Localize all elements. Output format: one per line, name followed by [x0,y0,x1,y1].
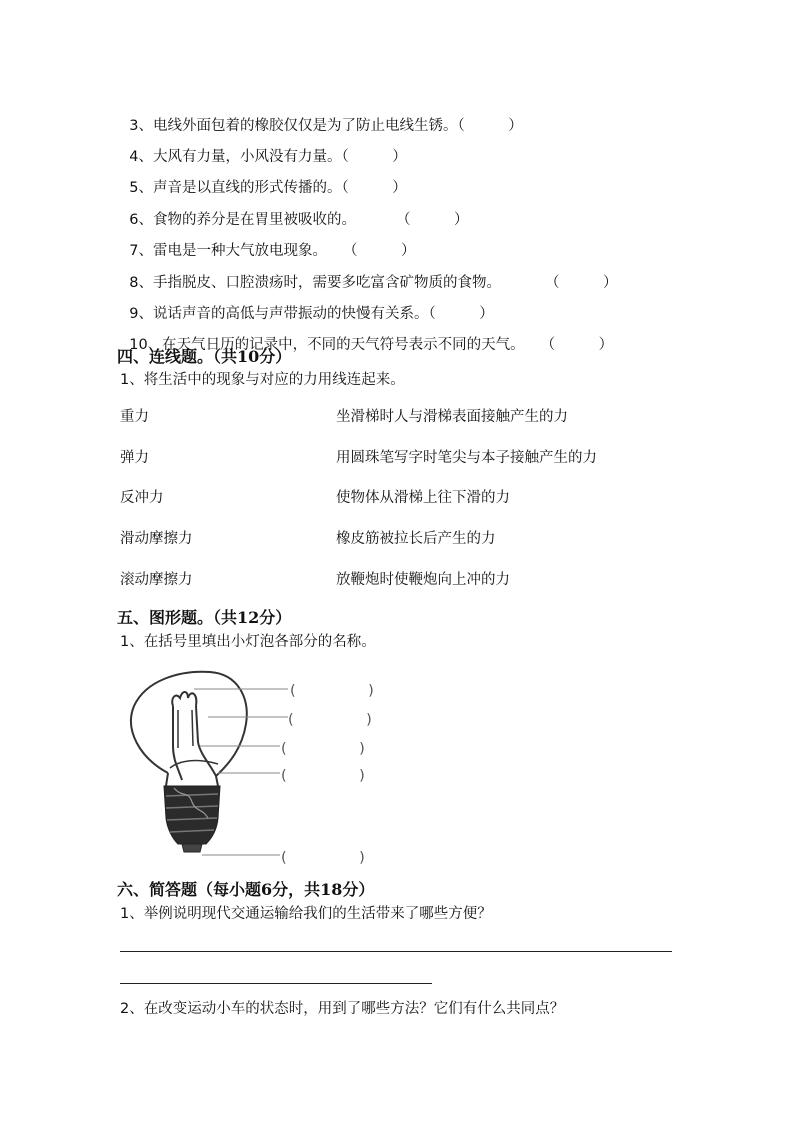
label-blank-4[interactable]: ( ) [281,768,365,784]
answer-blank[interactable]: （ ） [428,306,494,322]
section-6-title: 六、简答题（每小题6分，共18分） [117,880,375,899]
judgement-text: 4、大风有力量，小风没有力量。 [129,149,342,165]
force-left-2[interactable]: 弹力 [120,450,149,466]
section-4-question: 1、将生活中的现象与对应的力用线连起来。 [120,372,405,388]
answer-blank[interactable]: （ ） [342,243,416,259]
judgement-text: 10、在天气日历的记录中，不同的天气符号表示不同的天气。 [129,337,525,353]
label-blank-2[interactable]: ( ) [288,712,372,728]
answer-blank[interactable]: （ ） [395,212,469,228]
judgement-text: 7、雷电是一种大气放电现象。 [129,243,327,259]
label-blank-3[interactable]: ( ) [281,741,365,757]
answer-blank[interactable]: （ ） [341,149,407,165]
answer-blank[interactable]: （ ） [540,337,614,353]
bulb-neck [166,773,218,786]
force-left-4[interactable]: 滑动摩擦力 [120,531,193,547]
answer-line[interactable] [120,983,432,984]
phenomenon-right-4[interactable]: 橡皮筋被拉长后产生的力 [336,531,496,547]
phenomenon-right-5[interactable]: 放鞭炮时使鞭炮向上冲的力 [336,572,510,588]
judgement-text: 8、手指脱皮、口腔溃疡时，需要多吃富含矿物质的食物。 [129,275,501,291]
judgement-text: 3、电线外面包着的橡胶仅仅是为了防止电线生锈。 [129,118,458,134]
force-left-1[interactable]: 重力 [120,409,149,425]
contact-tip [182,844,202,852]
judgement-text: 5、声音是以直线的形式传播的。 [129,180,342,196]
phenomenon-right-2[interactable]: 用圆珠笔写字时笔尖与本子接触产生的力 [336,450,597,466]
phenomenon-right-3[interactable]: 使物体从滑梯上往下滑的力 [336,490,510,506]
force-left-3[interactable]: 反冲力 [120,490,164,506]
label-blank-5[interactable]: ( ) [281,850,365,866]
force-left-5[interactable]: 滚动摩擦力 [120,572,193,588]
section-4-title: 四、连线题。（共10分） [117,347,292,366]
label-blank-1[interactable]: ( ) [290,683,374,699]
filament-coil [172,692,196,706]
judgement-text: 9、说话声音的高低与声带振动的快慢有关系。 [129,306,429,322]
answer-blank[interactable]: （ ） [544,275,618,291]
answer-blank[interactable]: （ ） [341,180,407,196]
section-5-title: 五、图形题。（共12分） [117,608,292,627]
section-5-question: 1、在括号里填出小灯泡各部分的名称。 [120,634,376,650]
section-6-question-2: 2、在改变运动小车的状态时，用到了哪些方法？它们有什么共同点？ [120,1001,565,1017]
judgement-text: 6、食物的养分是在胃里被吸收的。 [129,212,356,228]
answer-blank[interactable]: （ ） [457,118,523,134]
answer-line[interactable] [120,951,672,952]
section-6-question-1: 1、举例说明现代交通运输给我们的生活带来了哪些方便？ [120,906,492,922]
phenomenon-right-1[interactable]: 坐滑梯时人与滑梯表面接触产生的力 [336,409,568,425]
